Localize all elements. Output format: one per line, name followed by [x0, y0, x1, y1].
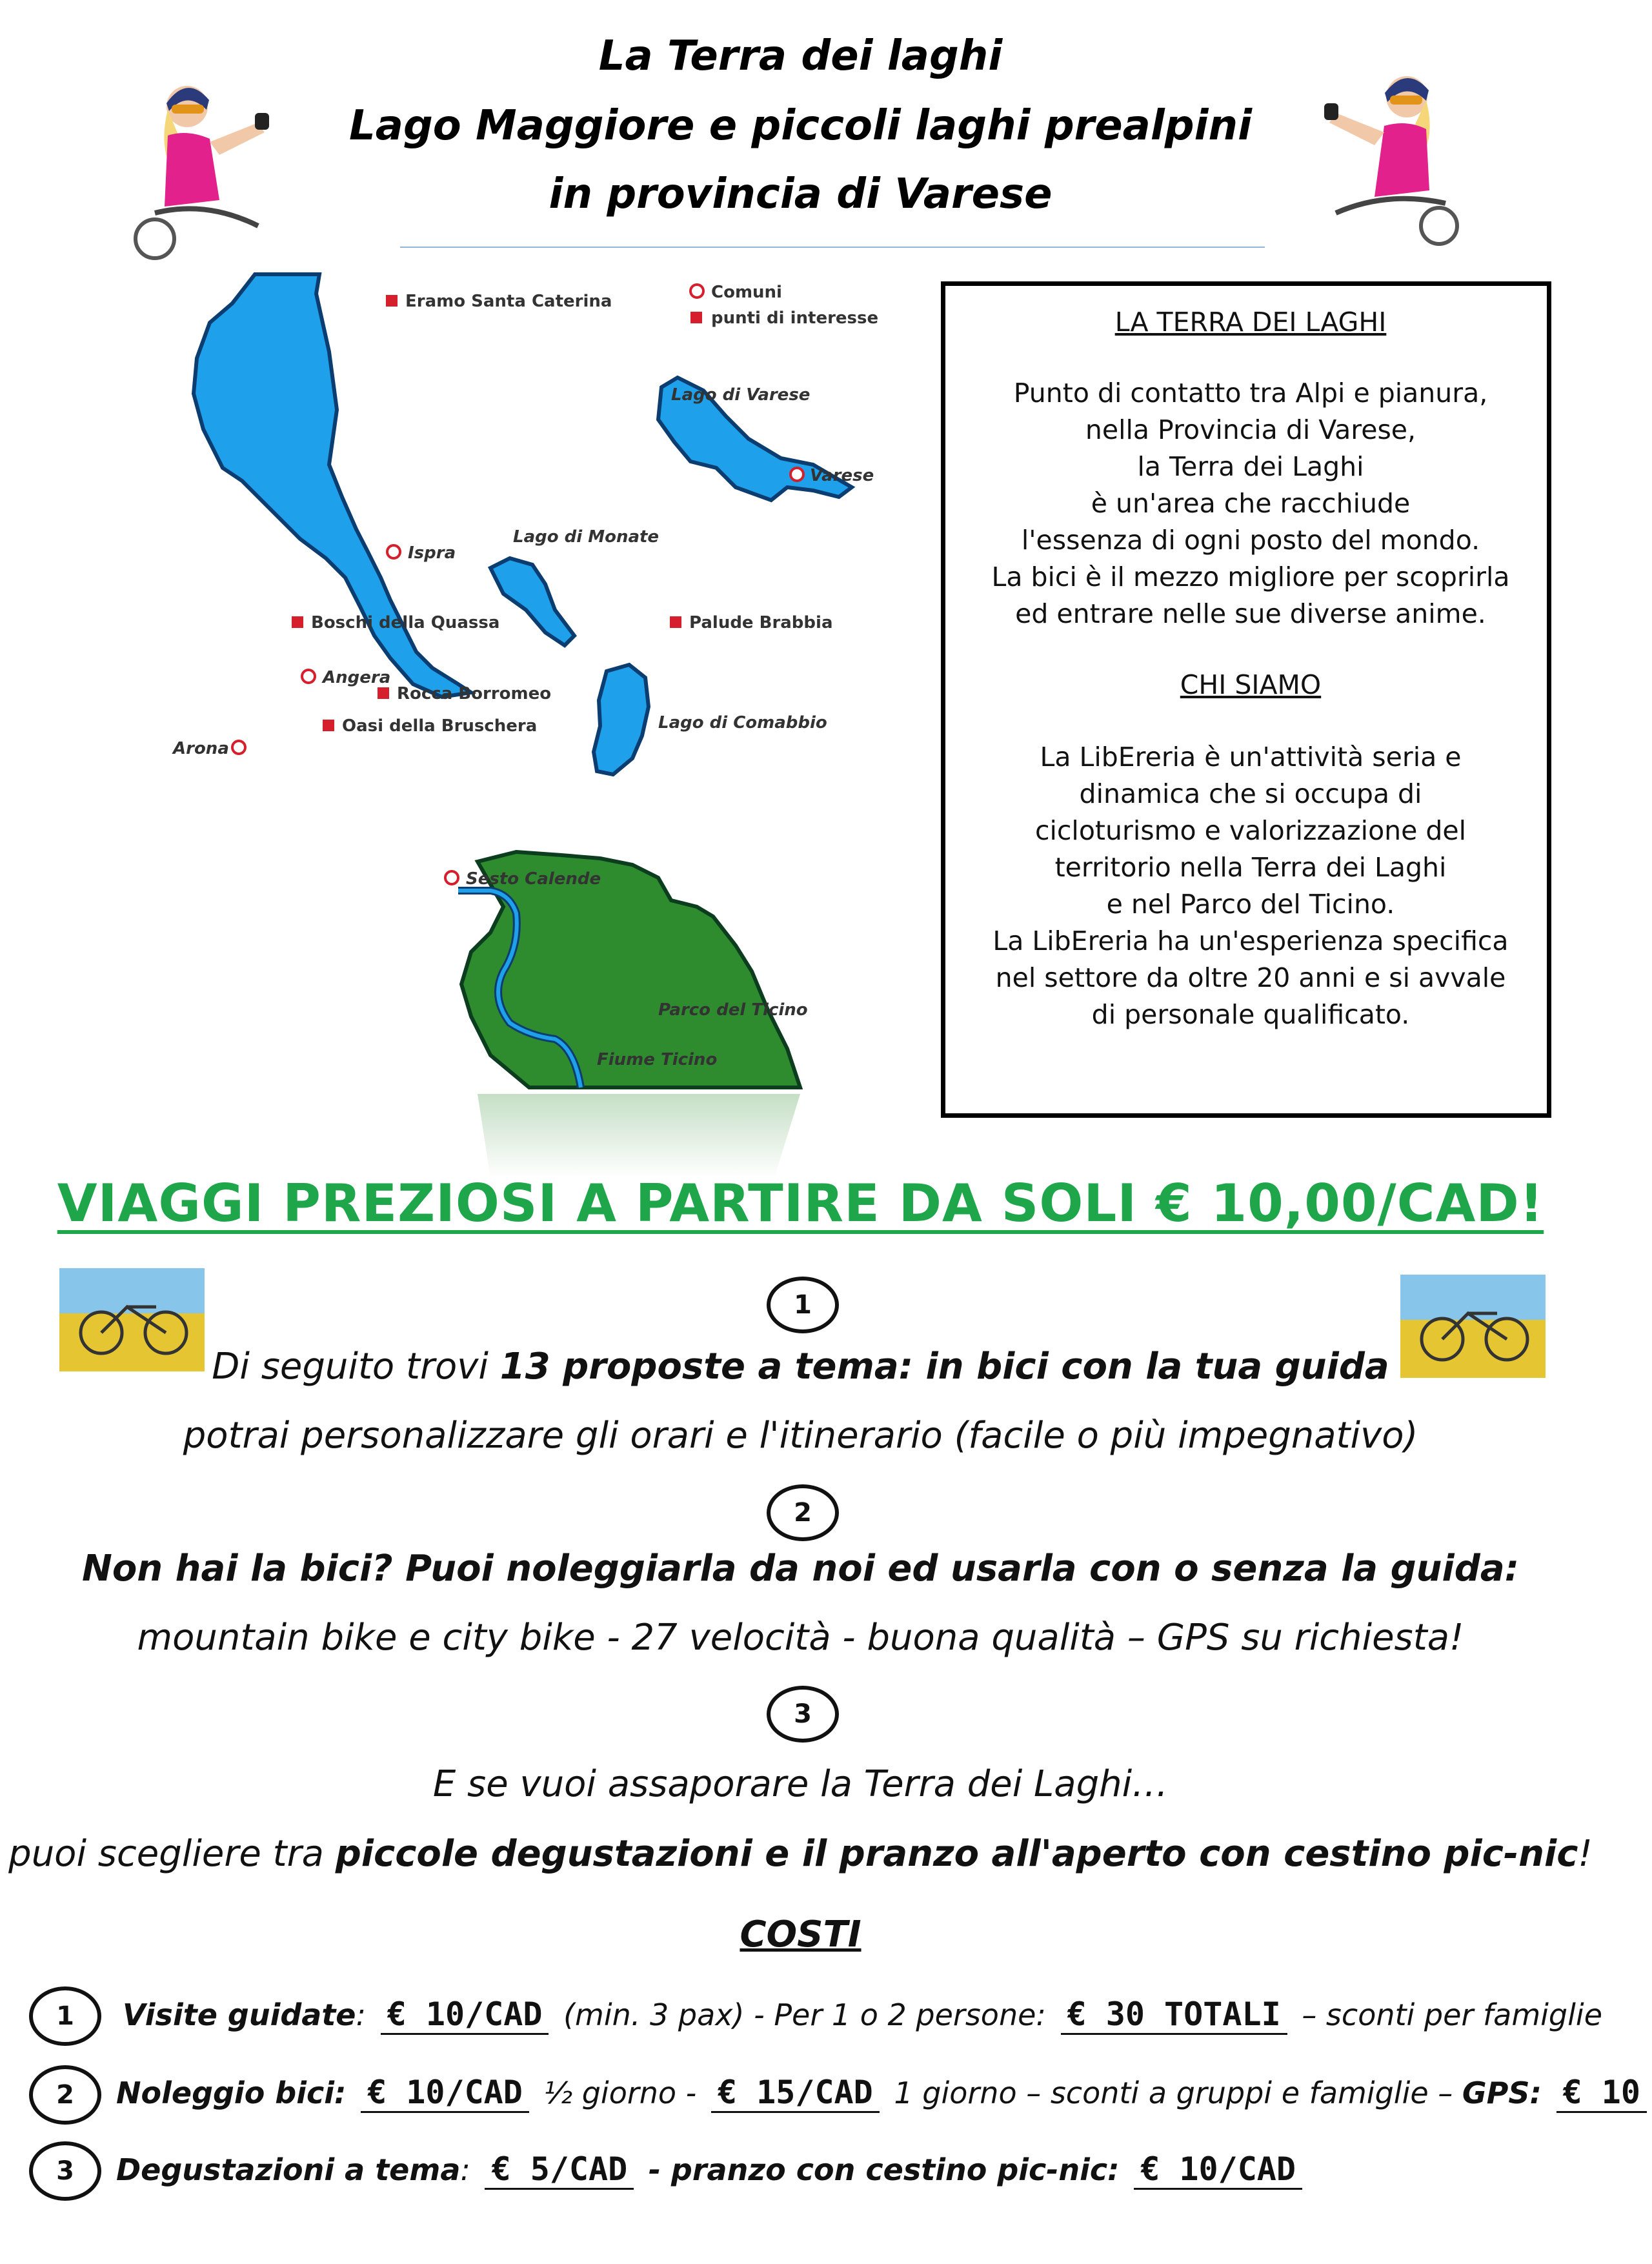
- cost-1-sep: :: [356, 1997, 367, 2032]
- info-line: la Terra dei Laghi: [1137, 451, 1364, 482]
- label-ispra: Ispra: [408, 543, 456, 563]
- cost-2-badge: 2: [29, 2065, 101, 2125]
- lago-monate-shape: [490, 558, 574, 645]
- label-boschi: Boschi della Quassa: [311, 613, 500, 632]
- label-fiume: Fiume Ticino: [597, 1050, 718, 1069]
- cost-3-picnic-price: € 10/CAD: [1134, 2150, 1302, 2190]
- title-line-2: Lago Maggiore e piccoli laghi prealpini: [349, 102, 1252, 150]
- info-line: è un'area che racchiude: [1091, 488, 1411, 519]
- title-line-1: La Terra dei laghi: [598, 32, 1003, 80]
- step-3-line-1: E se vuoi assaporare la Terra dei Laghi…: [432, 1763, 1169, 1805]
- info-line: nella Provincia di Varese,: [1085, 414, 1416, 445]
- cost-1-total-price: € 30 TOTALI: [1061, 1996, 1287, 2035]
- step-1-line-2: potrai personalizzare gli orari e l'itinerario (facile o più impegnativo): [183, 1415, 1418, 1457]
- legend-comuni: Comuni: [711, 283, 782, 302]
- step-2-line-1: Non hai la bici? Puoi noleggiarla da noi ed usarla con o senza la guida:: [81, 1548, 1520, 1590]
- info-line: La bici è il mezzo migliore per scoprirla: [991, 561, 1510, 592]
- info-line: nel settore da oltre 20 anni e si avvale: [995, 962, 1506, 993]
- step-2-badge: 2: [767, 1484, 839, 1541]
- info-heading-terra: LA TERRA DEI LAGHI: [1114, 307, 1387, 338]
- info-line: di personale qualificato.: [1091, 999, 1410, 1030]
- cost-1-badge: 1: [29, 1986, 101, 2046]
- legend-punti: punti di interesse: [711, 308, 879, 328]
- cost-1-tail: – sconti per famiglie: [1302, 1997, 1602, 2032]
- step-1-text: Di seguito trovi: [212, 1346, 500, 1388]
- label-oasi: Oasi della Bruschera: [342, 716, 538, 736]
- offer-banner: VIAGGI PREZIOSI A PARTIRE DA SOLI € 10,00/CAD!: [57, 1173, 1544, 1233]
- info-line: territorio nella Terra dei Laghi: [1054, 852, 1447, 883]
- cost-row-2: [116, 2074, 1652, 2113]
- cost-1-label: Visite guidate: [123, 1997, 356, 2032]
- lakes-map: [168, 274, 916, 1178]
- lago-comabbio-shape: [594, 665, 649, 774]
- label-parco: Parco del Ticino: [658, 1000, 808, 1020]
- info-line: Punto di contatto tra Alpi e pianura,: [1013, 378, 1488, 409]
- cost-3-sep: :: [460, 2152, 470, 2187]
- cost-row-3: [116, 2150, 1307, 2190]
- lago-maggiore-shape: [194, 274, 471, 697]
- info-line: ed entrare nelle sue diverse anime.: [1015, 598, 1486, 629]
- cost-2-tail: 1 giorno – sconti a gruppi e famiglie –: [894, 2076, 1453, 2110]
- cost-2-gps-price: € 10: [1556, 2074, 1647, 2113]
- info-para-terra: [945, 375, 1556, 632]
- info-line: La LibEreria è un'attività seria e: [1040, 742, 1462, 773]
- label-sesto: Sesto Calende: [466, 869, 601, 889]
- info-para-chi-siamo: [945, 739, 1556, 1033]
- step-1-highlight: 13 proposte a tema: in bici con la tua guida: [499, 1346, 1389, 1388]
- poi-marker-icon: [690, 312, 702, 323]
- info-heading-chi-siamo: CHI SIAMO: [1180, 669, 1322, 700]
- header-divider: [400, 247, 1265, 248]
- step-3-badge: 3: [767, 1686, 839, 1743]
- cost-row-1: [123, 1996, 1602, 2035]
- cost-2-mid: ½ giorno -: [543, 2076, 697, 2110]
- label-rocca: Rocca Borromeo: [397, 684, 552, 703]
- info-line: dinamica che si occupa di: [1079, 778, 1422, 809]
- step-1-badge: 1: [767, 1277, 839, 1333]
- cost-2-price-half: € 10/CAD: [361, 2074, 529, 2113]
- label-lago-monate: Lago di Monate: [513, 527, 660, 547]
- step-3-highlight: piccole degustazioni e il pranzo all'aperto con cestino pic-nic: [335, 1833, 1578, 1875]
- label-varese: Varese: [810, 466, 874, 485]
- label-palude: Palude Brabbia: [689, 613, 833, 632]
- cost-2-label: Noleggio bici:: [116, 2076, 347, 2110]
- step-3-text: puoi scegliere tra: [8, 1833, 336, 1875]
- info-line: La LibEreria ha un'esperienza specifica: [992, 925, 1509, 956]
- cost-2-gps-label: GPS:: [1462, 2076, 1542, 2110]
- info-line: l'essenza di ogni posto del mondo.: [1021, 525, 1480, 556]
- info-line: e nel Parco del Ticino.: [1106, 889, 1395, 920]
- cost-3-badge: 3: [29, 2141, 101, 2201]
- cyclist-illustration-left: [129, 71, 297, 265]
- cost-2-price-full: € 15/CAD: [711, 2074, 880, 2113]
- label-angera: Angera: [323, 668, 391, 687]
- step-1-line-1: [0, 1346, 1601, 1388]
- label-lago-varese: Lago di Varese: [671, 385, 811, 405]
- step-3-end: !: [1578, 1833, 1593, 1875]
- info-line: cicloturismo e valorizzazione del: [1034, 815, 1467, 846]
- cost-3-price: € 5/CAD: [485, 2150, 634, 2190]
- step-2-line-2: mountain bike e city bike - 27 velocità - buona qualità – GPS su richiesta!: [137, 1617, 1464, 1659]
- step-3-line-2: [0, 1833, 1601, 1875]
- label-lago-comabbio: Lago di Comabbio: [658, 713, 827, 733]
- cost-1-mid: (min. 3 pax) - Per 1 o 2 persone:: [563, 1997, 1046, 2032]
- label-eramo: Eramo Santa Caterina: [405, 292, 612, 311]
- cost-1-price: € 10/CAD: [381, 1996, 549, 2035]
- costi-title: COSTI: [740, 1914, 861, 1956]
- cost-3-mid: - pranzo con cestino pic-nic:: [648, 2152, 1120, 2187]
- info-box: [941, 281, 1551, 1118]
- cyclist-illustration-right: [1297, 52, 1465, 245]
- label-arona: Arona: [173, 739, 229, 758]
- cost-3-label: Degustazioni a tema: [116, 2152, 461, 2187]
- title-line-3: in provincia di Varese: [549, 170, 1053, 218]
- comune-marker-icon: [690, 285, 703, 298]
